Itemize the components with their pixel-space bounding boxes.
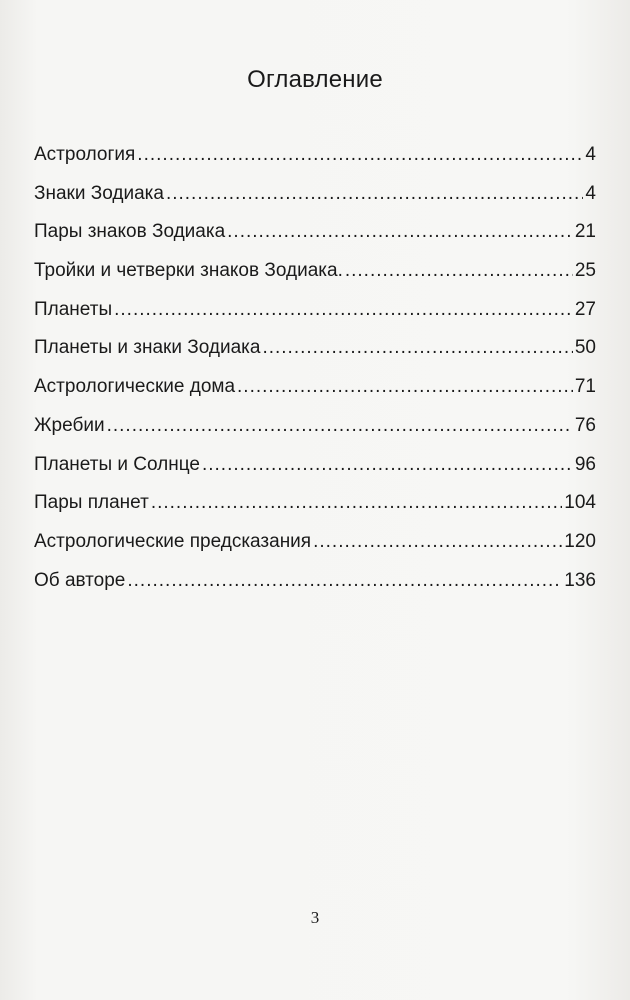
toc-entry-page: 136 (564, 569, 596, 591)
toc-entry-page: 4 (585, 182, 596, 204)
toc-entry-page: 27 (574, 298, 596, 320)
toc-entry-title: Жребии (34, 414, 105, 436)
dot-leader (166, 181, 583, 207)
toc-entry-title: Пары знаков Зодиака (34, 221, 226, 243)
toc-entry (34, 490, 596, 529)
toc-entry-page: 76 (574, 414, 596, 436)
toc-entry (34, 452, 596, 491)
dot-leader (345, 258, 573, 284)
dot-leader (127, 568, 562, 594)
toc-entry-page: 25 (574, 260, 596, 282)
toc-entry-title: Тройки и четверки знаков Зодиака. (34, 260, 343, 282)
toc-entry-title: Астрология (34, 144, 136, 165)
dot-leader (114, 297, 573, 323)
dot-leader (237, 374, 573, 400)
toc-entry-page: 96 (574, 453, 596, 475)
dot-leader (151, 490, 562, 516)
dot-leader (262, 335, 572, 361)
toc-entry (34, 219, 596, 258)
toc-entry (34, 181, 596, 220)
toc-entry-title: Астрологические предсказания (34, 530, 312, 552)
toc-entry-page: 120 (564, 530, 596, 552)
table-of-contents (34, 142, 596, 606)
toc-entry-page: 50 (574, 337, 596, 359)
toc-entry (34, 568, 596, 607)
toc-entry (34, 529, 596, 568)
toc-entry (34, 413, 596, 452)
dot-leader (227, 219, 573, 245)
toc-entry-title: Планеты и Солнце (34, 453, 200, 475)
toc-entry-page: 4 (585, 144, 596, 165)
toc-entry-page: 104 (564, 492, 596, 514)
toc-entry-title: Планеты и знаки Зодиака (34, 337, 261, 359)
dot-leader (313, 529, 562, 555)
toc-entry (34, 335, 596, 374)
toc-entry (34, 142, 596, 181)
toc-entry-page: 21 (574, 221, 596, 243)
dot-leader (107, 413, 573, 439)
toc-entry-title: Астрологические дома (34, 376, 236, 398)
dot-leader (202, 452, 573, 478)
dot-leader (137, 142, 583, 168)
toc-entry-title: Планеты (34, 298, 113, 320)
page-title: Оглавление (247, 66, 383, 93)
toc-entry-title: Об авторе (34, 569, 126, 591)
toc-entry-title: Знаки Зодиака (34, 182, 164, 204)
toc-entry-page: 71 (574, 376, 596, 398)
toc-entry-title: Пары планет (34, 492, 149, 514)
toc-entry (34, 297, 596, 336)
toc-entry (34, 258, 596, 297)
page-number: 3 (310, 908, 320, 927)
toc-entry (34, 374, 596, 413)
